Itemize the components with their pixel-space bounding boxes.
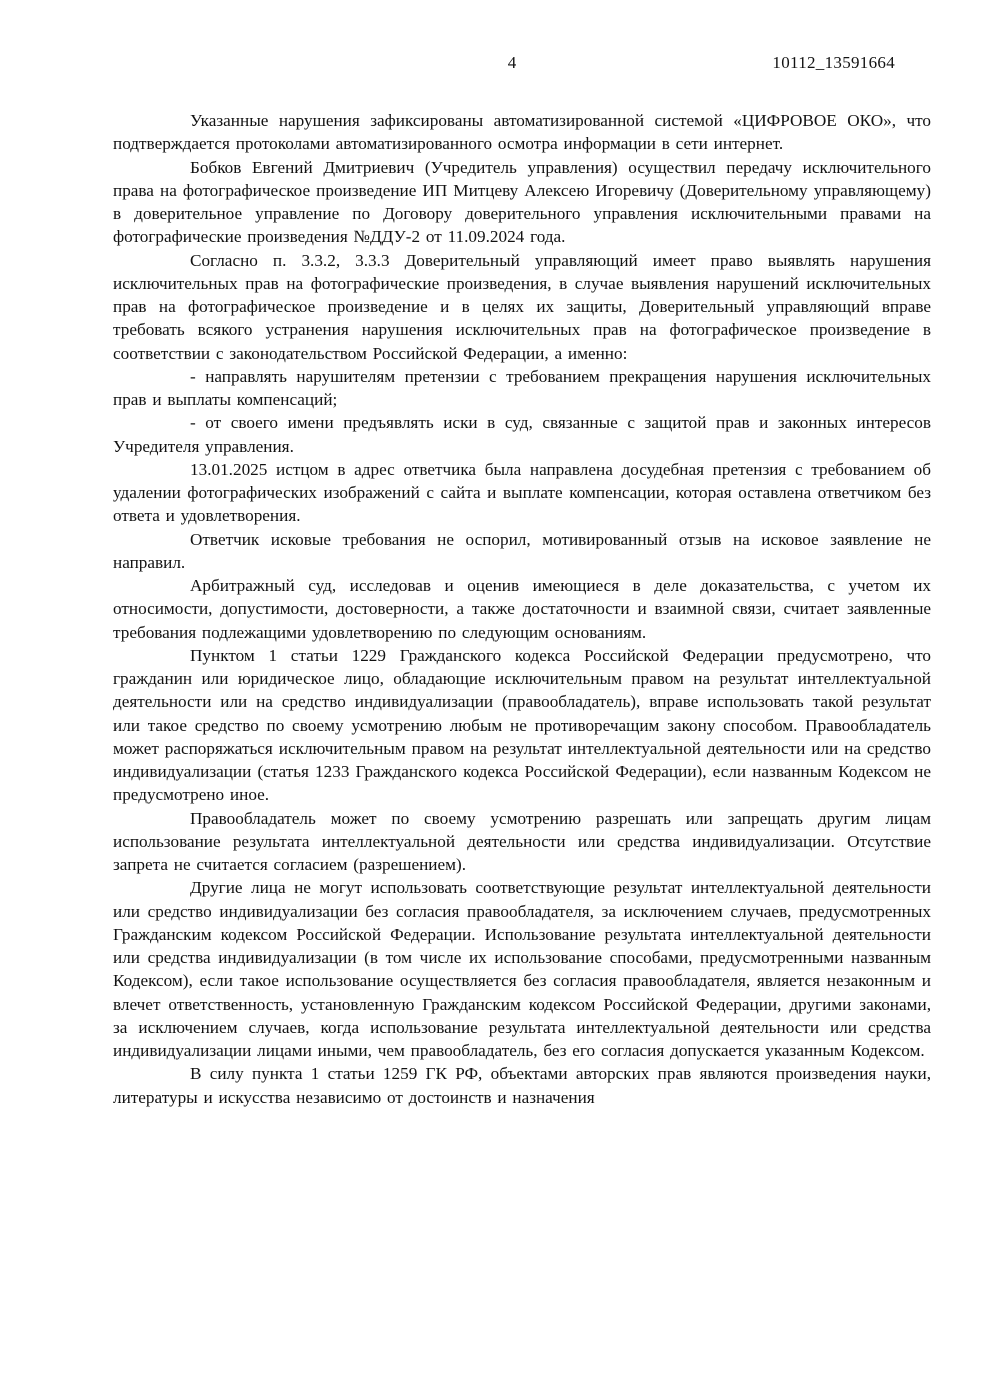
paragraph: Согласно п. 3.3.2, 3.3.3 Доверительный управляющий имеет право выявлять нарушения исключительных прав на фотографические произведения, в случае выявления нарушений исключительных прав на фотографическое произведение и в целях их защиты, Доверительный управляющий вправе требовать всякого устранения нарушения исключительных прав на фотографическое произведение в соответствии с законодательством Российской Федерации, а именно: — [113, 250, 931, 363]
document-id: 10112_13591664 — [772, 53, 895, 72]
paragraph: Ответчик исковые требования не оспорил, мотивированный отзыв на исковое заявление не направил. — [113, 529, 931, 572]
document-body — [113, 109, 931, 1109]
paragraph: - направлять нарушителям претензии с требованием прекращения нарушения исключительных прав и выплаты компенсаций; — [113, 366, 931, 409]
paragraph: - от своего имени предъявлять иски в суд, связанные с защитой прав и законных интересов Учредителя управления. — [113, 413, 931, 456]
paragraph: В силу пункта 1 статьи 1259 ГК РФ, объектами авторских прав являются произведения науки, литературы и искусства независимо от достоинств и назначения — [113, 1064, 931, 1107]
paragraph: 13.01.2025 истцом в адрес ответчика была направлена досудебная претензия с требованием об удалении фотографических изображений с сайта и выплате компенсации, которая оставлена ответчиком без ответа и удовлетворения. — [113, 459, 931, 526]
paragraph: Арбитражный суд, исследовав и оценив имеющиеся в деле доказательства, с учетом их относимости, допустимости, достоверности, а также достаточности и взаимной связи, считает заявленные требования подлежащими удовлетворению по следующим основаниям. — [113, 576, 931, 642]
paragraph: Указанные нарушения зафиксированы автоматизированной системой «ЦИФРОВОЕ ОКО», что подтверждается протоколами автоматизированного осмотра информации в сети интернет. — [113, 111, 931, 154]
paragraph: Бобков Евгений Дмитриевич (Учредитель управления) осуществил передачу исключительного права на фотографическое произведение ИП Митцеву Алексею Игоревичу (Доверительному управляющему) в доверительное управление по Договору доверительного управления исключительными правами на фотографические произведения №ДДУ-2 от 11.09.2024 года. — [113, 157, 931, 247]
paragraph: Правообладатель может по своему усмотрению разрешать или запрещать другим лицам использование результата интеллектуальной деятельности или средства индивидуализации. Отсутствие запрета не считается согласием (разрешением). — [113, 808, 931, 874]
paragraph: Пунктом 1 статьи 1229 Гражданского кодекса Российской Федерации предусмотрено, что гражданин или юридическое лицо, обладающие исключительным правом на результат интеллектуальной деятельности или на средство индивидуализации (правообладатель), вправе использовать такой результат или такое средство по своему усмотрению любым не противоречащим закону способом. Правообладатель может распоряжаться исключительным правом на результат интеллектуальной деятельности или на средство индивидуализации (статья 1233 Гражданского кодекса Российской Федерации), если названным Кодексом не предусмотрено иное. — [113, 645, 931, 805]
paragraph: Другие лица не могут использовать соответствующие результат интеллектуальной деятельности или средство индивидуализации без согласия правообладателя, за исключением случаев, предусмотренных Гражданским кодексом Российской Федерации. Использование результата интеллектуальной деятельности или средства индивидуализации (в том числе их использование способами, предусмотренными названным Кодексом), если такое использование осуществляется без согласия правообладателя, является незаконным и влечет ответственность, установленную Гражданским кодексом Российской Федерации, другими законами, за исключением случаев, когда использование результата интеллектуальной деятельности или средства индивидуализации лицами иными, чем правообладатель, без его согласия допускается указанным Кодексом. — [113, 878, 931, 1060]
page-number: 4 — [507, 53, 517, 72]
